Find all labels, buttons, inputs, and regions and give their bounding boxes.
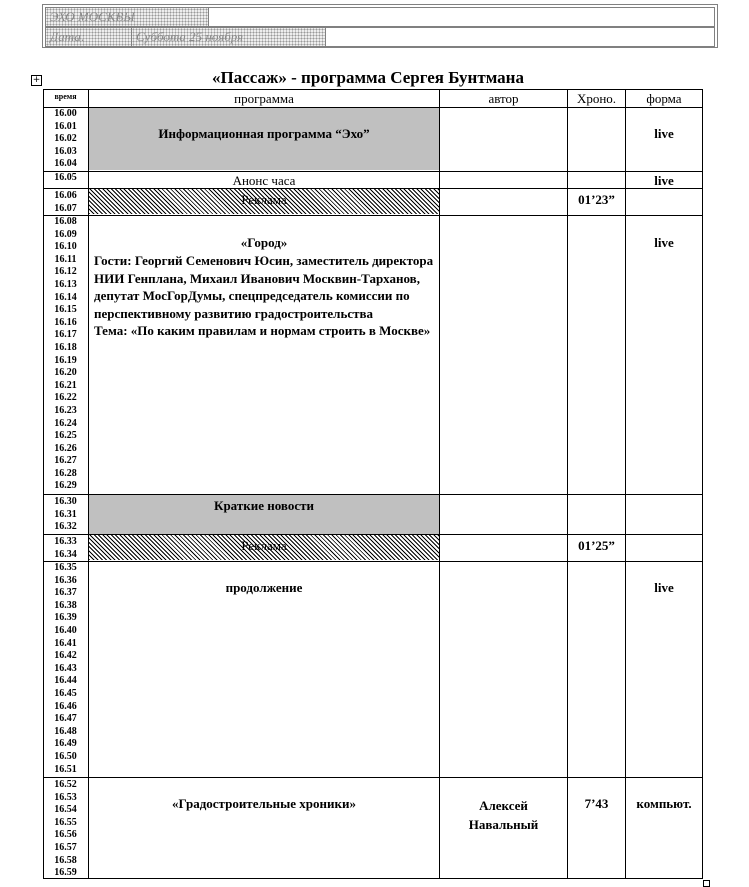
date-label: Дата: (46, 28, 132, 46)
header-station-row (45, 7, 715, 27)
station-name: ЭХО МОСКВЫ (46, 8, 209, 26)
row-8-program: «Градостроительные хроники» (172, 796, 356, 811)
row-4-program: Гости: Георгий Семенович Юсин, заместитель директора НИИ Генплана, Михаил Иванович Москвин-Тарханов, депутат МосГорДумы, спецпредседатель комиссии по перспективному развитию градостроительства Тема: «По каким правилам и нормам строить в Москве» (94, 253, 434, 338)
row-3-chrono: 01’23” (578, 192, 615, 207)
row-1-form: live (654, 126, 674, 141)
header-box (42, 4, 718, 48)
row-7-times: 16.35 16.36 16.37 16.38 16.39 16.40 16.41 16.42 16.43 16.44 16.45 16.46 16.47 16.48 16.49 16.50 16.51 (54, 562, 77, 775)
header-date-row (45, 27, 715, 47)
col-header-chrono: Хроно. (576, 91, 617, 106)
row-7-form: live (654, 580, 674, 595)
col-header-author: автор (488, 91, 519, 106)
table-resize-handle[interactable] (703, 880, 710, 887)
date-value: Суббота 25 ноября (132, 28, 326, 46)
row-1-times: 16.00 16.01 16.02 16.03 16.04 (54, 108, 77, 170)
row-8-chrono: 7’43 (584, 796, 609, 811)
row-8-author: Алексей Навальный (468, 798, 539, 832)
row-8-form: компьют. (636, 796, 692, 811)
table-move-handle-icon[interactable]: + (32, 75, 41, 85)
row-6-chrono: 01’25” (578, 538, 615, 553)
row-6-times: 16.33 16.34 (54, 536, 77, 560)
schedule-table (43, 89, 703, 879)
row-1-program: Информационная программа “Эхо” (158, 126, 370, 141)
row-2-times: 16.05 (54, 172, 77, 183)
row-2-program: Анонс часа (232, 173, 296, 188)
col-header-time: время (54, 92, 77, 101)
row-4-program-title: «Город» (240, 235, 288, 250)
row-3-program: Реклама (241, 192, 287, 207)
row-8-times: 16.52 16.53 16.54 16.55 16.56 16.57 16.58 16.59 (54, 779, 77, 879)
row-3-times: 16.06 16.07 (54, 190, 77, 214)
row-6-program: Реклама (241, 538, 287, 553)
row-5-program: Краткие новости (214, 498, 314, 513)
row-4-form: live (654, 235, 674, 250)
row-7-program: продолжение (225, 580, 303, 595)
row-4-times: 16.08 16.09 16.10 16.11 16.12 16.13 16.14 16.15 16.16 16.17 16.18 16.19 16.20 16.21 16.22 16.23 16.24 16.25 16.26 16.27 16.28 16.29 (54, 216, 77, 492)
col-header-form: форма (646, 91, 682, 106)
row-2-form: live (654, 173, 674, 188)
row-5-times: 16.30 16.31 16.32 (54, 496, 77, 533)
col-header-program: программа (234, 91, 294, 106)
page-title: «Пассаж» - программа Сергея Бунтмана (212, 68, 524, 87)
